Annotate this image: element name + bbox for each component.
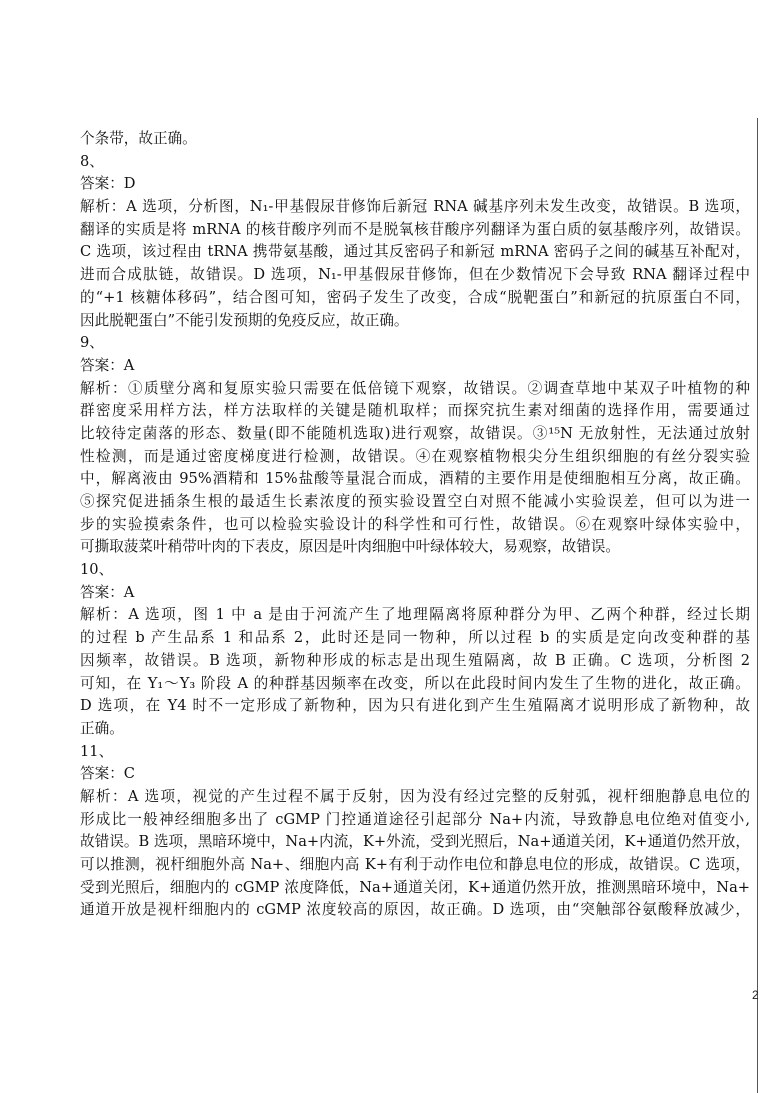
- answer-line: 答案：A: [80, 356, 135, 374]
- page-number: 2: [752, 988, 759, 1002]
- text-line: 可以推测，视杆细胞外高 Na+、细胞内高 K+有利于动作电位和静息电位的形成，故错误。C 选项，: [80, 856, 750, 873]
- answer-line: 答案：C: [80, 765, 135, 783]
- answer-line: 答案：A: [80, 583, 135, 601]
- text-line: C 选项，该过程由 tRNA 携带氨基酸，通过其反密码子和新冠 mRNA 密码子之间的碱基互补配对，: [80, 243, 750, 261]
- text-line: 的过程 b 产生品系 1 和品系 2，此时还是同一物种，所以过程 b 的实质是定向改变种群的基: [80, 629, 750, 647]
- text-line: 个条带，故正确。: [80, 130, 197, 147]
- text-line: 解析：①质壁分离和复原实验只需要在低倍镜下观察，故错误。②调查草地中某双子叶植物的种: [80, 379, 750, 397]
- text-line: 翻译的实质是将 mRNA 的核苷酸序列而不是脱氧核苷酸序列翻译为蛋白质的氨基酸序列，故错误。: [80, 220, 750, 238]
- answer-explanations: [80, 128, 750, 922]
- text-line: 解析：A 选项，视觉的产生过程不属于反射，因为没有经过完整的反射弧，视杆细胞静息电位的: [80, 787, 750, 805]
- text-line: 通道开放是视杆细胞内的 cGMP 浓度较高的原因，故正确。D 选项，由“突触部谷氨酸释放减少，: [80, 901, 750, 919]
- text-line: ⑤探究促进插条生根的最适生长素浓度的预实验设置空白对照不能减小实验误差，但可以为进一: [80, 493, 750, 510]
- text-line: 解析：A 选项，分析图，N₁-甲基假尿苷修饰后新冠 RNA 碱基序列未发生改变，故错误。B 选项，: [80, 198, 750, 216]
- text-line: D 选项，在 Y4 时不一定形成了新物种，因为只有进化到产生生殖隔离才说明形成了新物种，故: [80, 697, 750, 715]
- text-line: 受到光照后，细胞内的 cGMP 浓度降低，Na+通道关闭，K+通道仍然开放，推测黑暗环境中，Na+: [80, 878, 750, 896]
- text-line: 形成比一般神经细胞多出了 cGMP 门控通道途径引起部分 Na+内流，导致静息电位绝对值变小,: [80, 810, 750, 828]
- text-line: 群密度采用样方法，样方法取样的关键是随机取样；而探究抗生素对细菌的选择作用，需要通过: [80, 402, 750, 420]
- text-line: 可知，在 Y₁～Y₃ 阶段 A 的种群基因频率在改变，所以在此段时间内发生了生物的进化，故正确。: [80, 674, 750, 692]
- text-line: 正确。: [80, 719, 124, 737]
- text-line: 比较待定菌落的形态、数量(即不能随机选取)进行观察，故错误。③¹⁵N 无放射性，无法通过放射: [80, 424, 750, 442]
- text-line: 中，解离液由 95%酒精和 15%盐酸等量混合而成，酒精的主要作用是使细胞相互分离，故正确。: [80, 470, 750, 488]
- text-line: 步的实验摸索条件，也可以检验实验设计的科学性和可行性，故错误。⑥在观察叶绿体实验中，: [80, 515, 750, 533]
- text-line: 进而合成肽链，故错误。D 选项，N₁-甲基假尿苷修饰，但在少数情况下会导致 RNA 翻译过程中: [80, 266, 750, 284]
- question-number: 11、: [80, 742, 114, 760]
- answer-line: 答案：D: [80, 175, 136, 193]
- question-number: 10、: [80, 561, 114, 579]
- text-line: 因频率，故错误。B 选项，新物种形成的标志是出现生殖隔离，故 B 正确。C 选项，分析图 2: [80, 651, 750, 669]
- text-line: 可撕取菠菜叶稍带叶肉的下表皮，原因是叶肉细胞中叶绿体较大，易观察，故错误。: [80, 538, 620, 556]
- question-number: 9、: [80, 334, 104, 352]
- text-line: 性检测，而是通过密度梯度进行检测，故错误。④在观察植物根尖分生组织细胞的有丝分裂实验: [80, 447, 750, 465]
- text-line: 故错误。B 选项，黑暗环境中，Na+内流，K+外流，受到光照后，Na+通道关闭，K+通道仍然开放，: [80, 833, 750, 851]
- question-number: 8、: [80, 152, 104, 170]
- page-border-rule: [757, 118, 758, 1093]
- text-line: 因此脱靶蛋白”不能引发预期的免疫反应，故正确。: [80, 311, 409, 329]
- text-line: 解析：A 选项，图 1 中 a 是由于河流产生了地理隔离将原种群分为甲、乙两个种群，经过长期: [80, 606, 750, 624]
- text-line: 的“+1 核糖体移码”，结合图可知，密码子发生了改变，合成“脱靶蛋白”和新冠的抗原蛋白不同，: [80, 288, 750, 306]
